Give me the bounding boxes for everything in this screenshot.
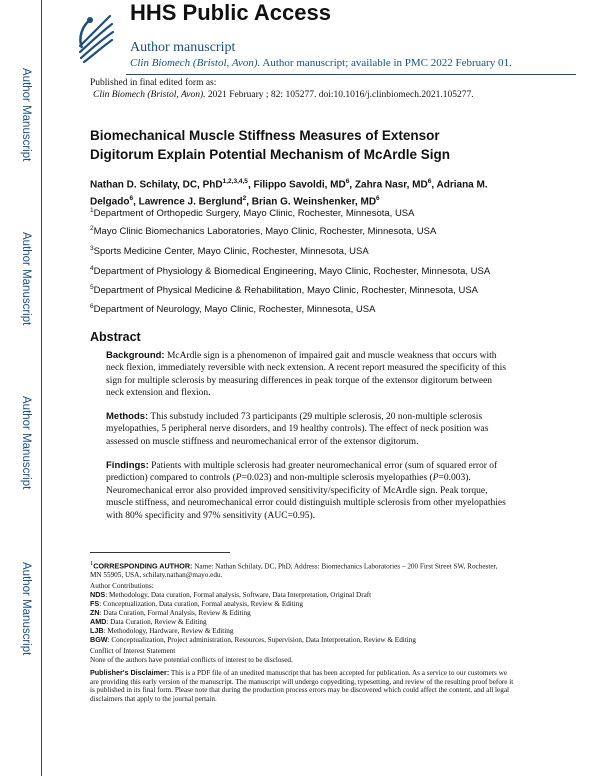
sidebar-label: Author Manuscript [20, 68, 32, 162]
author-list: Nathan D. Schilaty, DC, PhD$^{1,2,3,4,5}$, Filippo Savoldi, $MD^6$, Zahra Nasr, $MD^6$, Adriana M. Delgado$^6$, Lawrence J. Berglund$^2$, Brian G. Weinshenker, $MD^6$ [90, 178, 488, 208]
affiliation: $^1$Department of Orthopedic Surgery, Mayo Clinic, Rochester, Minnesota, USA [90, 207, 415, 220]
abstract-background: Background: McArdle sign is a phenomenon of impaired gait and muscle weakness that occurs with neck flexion, immediately reversible with neck extension. A recent report measured the specificity of this sign for multiple sclerosis by measuring differences in peak torque of the extensor digitorum between neck extension and flexion. [106, 350, 506, 399]
contribution-item: FS: Conceptualization, Data curation, Formal analysis, Review & Editing [90, 599, 303, 608]
published-label: Published in final edited form as: [90, 78, 217, 88]
coi-text: None of the authors have potential conflicts of interest to be disclosed. [90, 656, 293, 664]
hhs-eagle-logo [74, 8, 118, 68]
coi-heading: Conflict of Interest Statement [90, 647, 176, 655]
header-title: HHS Public Access [130, 0, 331, 25]
affiliation: $^2$Mayo Clinic Biomechanics Laboratories, Mayo Clinic, Rochester, Minnesota, USA [90, 225, 437, 238]
contributions-heading: Author Contributions: [90, 582, 154, 590]
publisher-disclaimer: Publisher's Disclaimer: This is a PDF file of an unedited manuscript that has been accepted for publication. As a service to our customers we are providing this early version of the manuscript. The manuscript will undergo copyediting, typesetting, and review of the resulting proof before it is published in its final form. Please note that during the production process errors may be discovered which could affect the content, and all legal disclaimers that apply to the journal pertain. [90, 668, 514, 703]
contribution-item: BGW: Conceptualization, Project administration, Resources, Supervision, Data Interpretation, Review & Editing [90, 635, 416, 644]
contribution-item: ZN: Data Curation, Formal Analysis, Review & Editing [90, 608, 251, 617]
article-title: Biomechanical Muscle Stiffness Measures of Extensor Digitorum Explain Potential Mechanism of McArdle Sign [90, 128, 451, 162]
affiliation: $^4$Department of Physiology & Biomedical Engineering, Mayo Clinic, Rochester, Minnesota, USA [90, 265, 491, 278]
contribution-item: AMD: Data Curation, Review & Editing [90, 617, 207, 626]
header-rule [126, 74, 576, 75]
sidebar-divider [41, 0, 42, 776]
abstract-methods: Methods: This substudy included 73 participants (29 multiple sclerosis, 20 non-multiple sclerosis myelopathies, 5 peripheral nerve disorders, and 19 healthy controls). The effect of neck position was assessed on muscle stiffness and neuromechanical error of the extensor digitorum. [106, 411, 489, 447]
abstract-heading: Abstract [90, 330, 141, 344]
corresponding-author: $^1$CORRESPONDING AUTHOR: Name: Nathan Schilaty, DC, PhD, Address: Biomechanics Laboratories – 200 First Street SW, Rochester, MN 55905, USA, schilaty.nathan@mayo.edu. [90, 560, 498, 579]
footnote-rule [90, 552, 230, 553]
sidebar-label: Author Manuscript [20, 232, 32, 326]
header-citation: Clin Biomech (Bristol, Avon). Author manuscript; available in PMC 2022 February 01. [130, 57, 512, 69]
header-subtitle: Author manuscript [130, 40, 236, 55]
affiliation: $^5$Department of Physical Medicine & Rehabilitation, Mayo Clinic, Rochester, Minnesota, USA [90, 284, 479, 297]
contribution-item: NDS: Methodology, Data curation, Formal analysis, Software, Data Interpretation, Original Draft [90, 590, 372, 599]
affiliation: $^3$Sports Medicine Center, Mayo Clinic, Rochester, Minnesota, USA [90, 245, 369, 258]
sidebar-label: Author Manuscript [20, 562, 32, 656]
published-citation: Clin Biomech (Bristol, Avon). 2021 February ; 82: 105277. doi:10.1016/j.clinbiomech.2021.105277. [93, 90, 474, 100]
affiliation: $^6$Department of Neurology, Mayo Clinic, Rochester, Minnesota, USA [90, 303, 376, 316]
abstract-findings: Findings: Patients with multiple sclerosis had greater neuromechanical error (sum of squared error of prediction) compared to controls (P=0.023) and non-multiple sclerosis myelopathies (P=0.003). Neuromechanical error also provided improved sensitivity/specificity of McArdle sign. Peak torque, muscle stiffness, and neuromechanical error could distinguish multiple sclerosis from other myelopathies with 80% specificity and 97% sensitivity (AUC=0.95). [106, 460, 506, 521]
contribution-item: LJB: Methodology, Hardware, Review & Editing [90, 626, 234, 635]
sidebar-label: Author Manuscript [20, 396, 32, 490]
